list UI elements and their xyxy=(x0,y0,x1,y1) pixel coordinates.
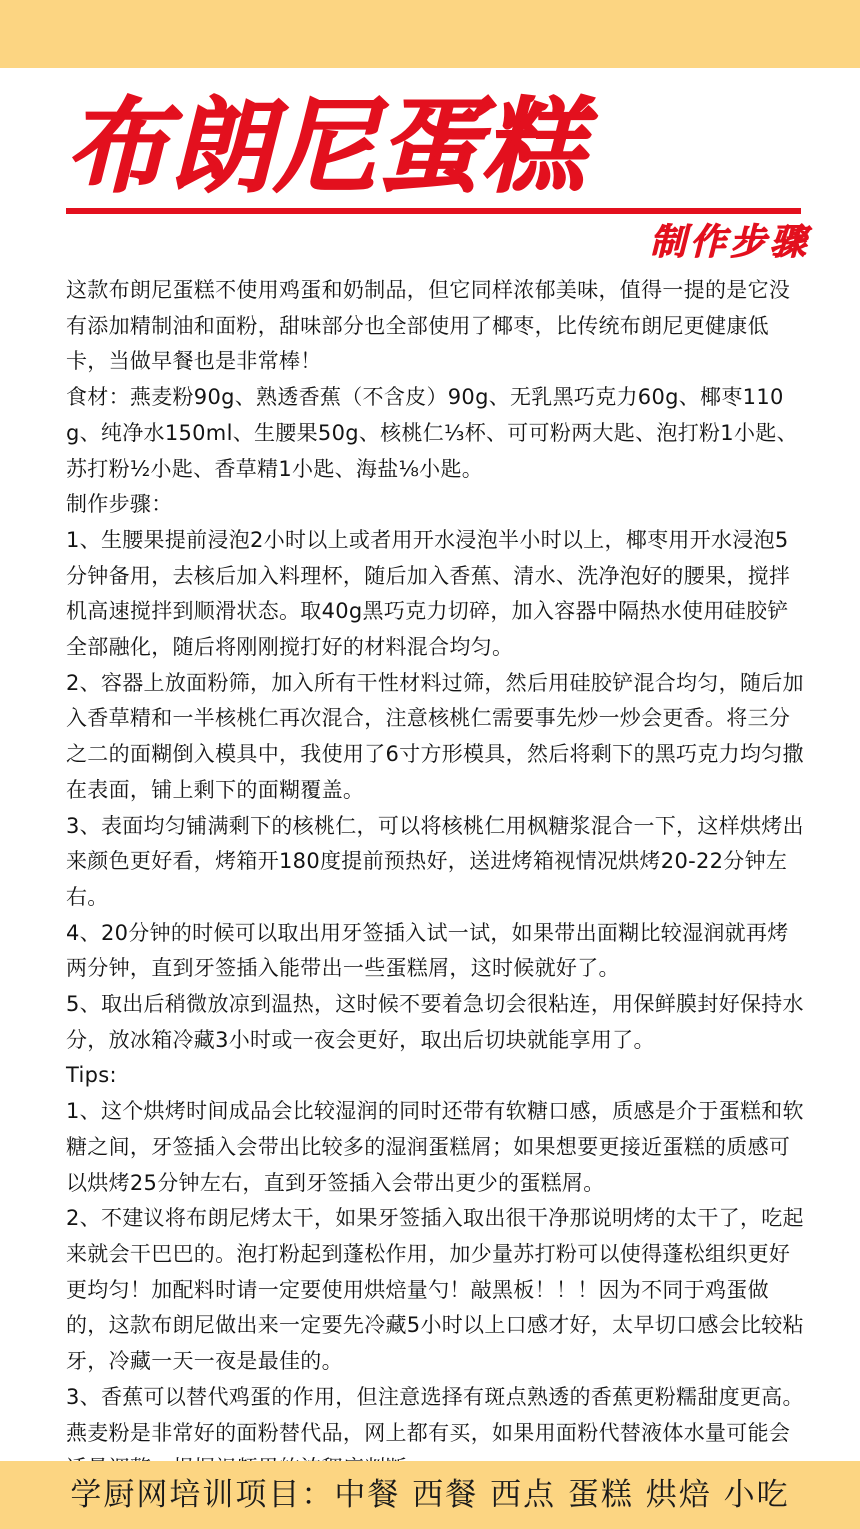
step-item: 5、取出后稍微放凉到温热，这时候不要着急切会很粘连，用保鲜膜封好保持水分，放冰箱冷藏3小时或一夜会更好，取出后切块就能享用了。 xyxy=(66,992,804,1052)
footer-promo-text: 学厨网培训项目：中餐 西餐 西点 蛋糕 烘焙 小吃 xyxy=(70,1477,790,1513)
tips-heading: Tips: xyxy=(66,1063,117,1088)
step-item: 4、20分钟的时候可以取出用牙签插入试一试，如果带出面糊比较湿润就再烤两分钟，直到牙签插入能带出一些蛋糕屑，这时候就好了。 xyxy=(66,920,789,981)
tip-item: 3、香蕉可以替代鸡蛋的作用，但注意选择有斑点熟透的香蕉更粉糯甜度更高。燕麦粉是非常好的面粉替代品，网上都有买，如果用面粉代替液体水量可能会 xyxy=(66,1384,804,1445)
page-title: 布朗尼蛋糕 xyxy=(66,88,586,207)
intro-paragraph: 这款布朗尼蛋糕不使用鸡蛋和奶制品，但它同样浓郁美味，值得一提的是它没有添加精制油和面粉，甜味部分也全部使用了椰枣，比传统布朗尼更健康低卡，当做早餐也是非常棒！ xyxy=(66,278,791,374)
tip-item: 2、不建议将布朗尼烤太干，如果牙签插入取出很干净那说明烤的太干了，吃起来就会干巴巴的。泡打粉起到蓬松作用，加少量苏打粉可以使得蓬松组织更好更均匀！加配料时请一定要使用烘焙量勺！敲黑板！！！因为不同于鸡蛋做的，这款布朗尼做出来一定要先冷藏5小时以上口感才好，太早切口感会比较粘牙，冷藏一天一夜是最佳的。 xyxy=(66,1206,804,1374)
ingredients-paragraph: 食材：燕麦粉90g、熟透香蕉（不含皮）90g、无乳黑巧克力60g、椰枣110g、纯净水150ml、生腰果50g、核桃仁⅓杯、可可粉两大匙、泡打粉1小匙、苏打粉½小匙、香草精1小匙、海盐⅛小匙。 xyxy=(66,385,798,481)
top-banner-band xyxy=(0,0,860,68)
tip-item: 1、这个烘烤时间成品会比较湿润的同时还带有软糖口感，质感是介于蛋糕和软糖之间，牙签插入会带出比较多的湿润蛋糕屑；如果想要更接近蛋糕的质感可以烘烤25分钟左右，直到牙签插入会带出更少的蛋糕屑。 xyxy=(66,1099,804,1195)
title-underline xyxy=(66,208,801,214)
step-item: 2、容器上放面粉筛，加入所有干性材料过筛，然后用硅胶铲混合均匀，随后加入香草精和一半核桃仁再次混合，注意核桃仁需要事先炒一炒会更香。将三分之二的面糊倒入模具中，我使用了6寸方形模具，然后将剩下的黑巧克力均匀撒在表面，铺上剩下的面糊覆盖。 xyxy=(66,670,804,802)
page-subtitle: 制作步骤 xyxy=(649,222,810,263)
steps-heading: 制作步骤： xyxy=(66,492,173,517)
step-item: 1、生腰果提前浸泡2小时以上或者用开水浸泡半小时以上，椰枣用开水浸泡5分钟备用，去核后加入料理杯，随后加入香蕉、清水、洗净泡好的腰果，搅拌机高速搅拌到顺滑状态。取40g黑巧克力切碎，加入容器中隔热水使用硅胶铲全部融化，随后将刚刚搅打好的材料混合均匀。 xyxy=(66,527,791,660)
step-item: 3、表面均匀铺满剩下的核桃仁，可以将核桃仁用枫糖浆混合一下，这样烘烤出来颜色更好看，烤箱开180度提前预热好，送进烤箱视情况烘烤20-22分钟左右。 xyxy=(66,813,804,909)
article-body xyxy=(66,273,806,1487)
